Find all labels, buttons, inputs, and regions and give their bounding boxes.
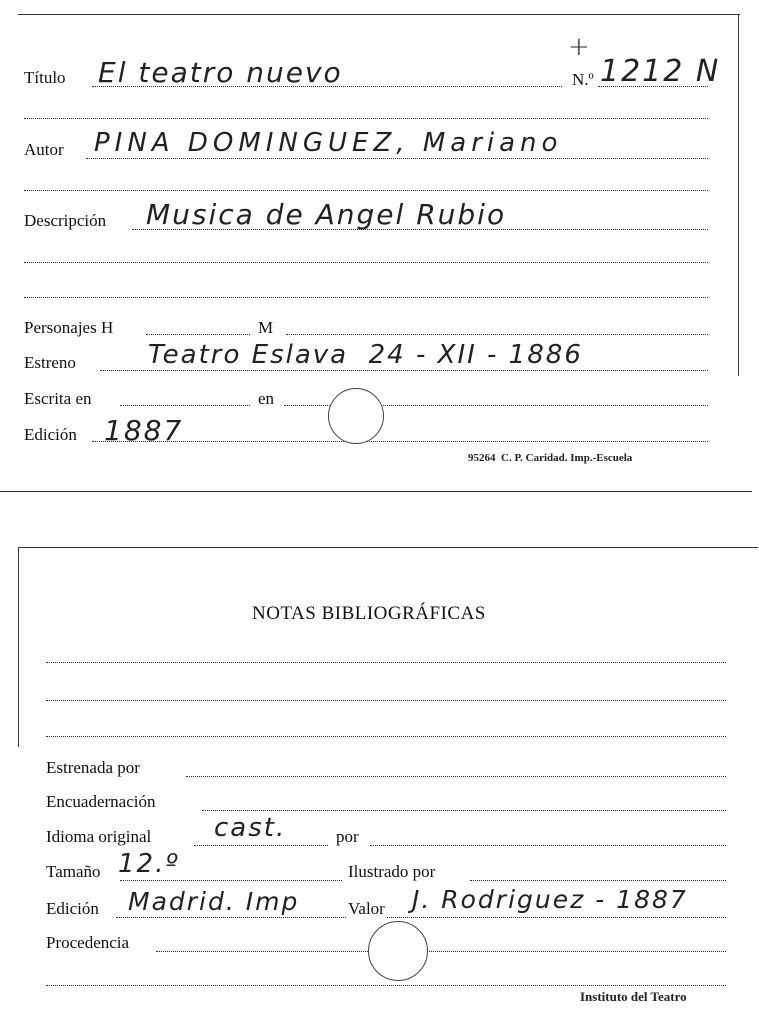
edicion-label: Edición xyxy=(24,425,77,444)
blank-line xyxy=(24,297,708,298)
personajes-m-line xyxy=(286,334,708,335)
notes-line xyxy=(46,736,726,737)
personajes-h-line xyxy=(146,334,250,335)
escrita-line xyxy=(120,405,250,406)
autor-line xyxy=(86,158,708,159)
catalog-card-back xyxy=(0,495,759,1028)
blank-line xyxy=(24,262,708,263)
printer-imprint: 95264 C. P. Caridad. Imp.-Escuela xyxy=(468,452,633,464)
titulo-label: Título xyxy=(24,68,66,87)
personajes-label: Personajes H xyxy=(24,318,114,337)
idioma-label: Idioma original xyxy=(46,827,152,846)
encuadernacion-line xyxy=(202,810,726,811)
estrenada-line xyxy=(186,776,726,777)
procedencia-line xyxy=(156,951,726,952)
edicion-value: 1887 xyxy=(104,414,184,447)
idioma-por-label: por xyxy=(336,827,359,846)
card-bottom-edge xyxy=(0,491,752,492)
valor-value: J. Rodriguez - 1887 xyxy=(412,885,688,914)
edicion-line xyxy=(92,441,708,442)
estreno-label: Estreno xyxy=(24,353,76,372)
blank-line xyxy=(24,190,708,191)
estrenada-label: Estrenada por xyxy=(46,758,140,777)
ilustrado-label: Ilustrado por xyxy=(348,862,436,881)
card-left-edge xyxy=(18,547,19,747)
tamano-line xyxy=(120,880,342,881)
notes-line xyxy=(46,700,726,701)
card-top-edge xyxy=(18,14,740,15)
notas-heading: NOTAS BIBLIOGRÁFICAS xyxy=(252,603,486,624)
numero-label: N.º xyxy=(572,70,594,89)
idioma-line xyxy=(194,845,328,846)
bottom-line xyxy=(46,985,726,986)
notes-line xyxy=(46,662,726,663)
titulo-value: El teatro nuevo xyxy=(98,56,343,89)
card-top-edge xyxy=(18,547,758,548)
encuadernacion-label: Encuadernación xyxy=(46,792,156,811)
card-right-edge xyxy=(738,14,739,376)
numero-mark: + xyxy=(568,32,592,62)
valor-label: Valor xyxy=(348,899,385,918)
ilustrado-line xyxy=(470,880,726,881)
tamano-value: 12.º xyxy=(118,849,180,879)
edicion2-value: Madrid. Imp xyxy=(128,887,300,916)
escrita-en-label: en xyxy=(258,389,275,408)
estreno-line xyxy=(100,370,708,371)
catalog-card-front xyxy=(0,0,759,495)
estreno-value: Teatro Eslava 24 - XII - 1886 xyxy=(148,340,583,370)
descripcion-label: Descripción xyxy=(24,211,107,230)
personajes-m-label: M xyxy=(258,318,274,337)
edicion2-label: Edición xyxy=(46,899,99,918)
autor-value: PINA DOMINGUEZ, Mariano xyxy=(94,128,563,158)
procedencia-label: Procedencia xyxy=(46,933,130,952)
numero-value: 1212 N xyxy=(600,54,721,89)
edicion2-line xyxy=(116,917,726,918)
descripcion-value: Musica de Angel Rubio xyxy=(146,198,507,231)
punch-hole xyxy=(368,921,428,981)
idioma-por-line xyxy=(370,845,726,846)
autor-label: Autor xyxy=(24,140,64,159)
institution-footer: Instituto del Teatro xyxy=(580,989,687,1004)
idioma-value: cast. xyxy=(214,813,287,843)
blank-line xyxy=(24,118,708,119)
punch-hole xyxy=(328,388,384,444)
escrita-label: Escrita en xyxy=(24,389,92,408)
tamano-label: Tamaño xyxy=(46,862,101,881)
